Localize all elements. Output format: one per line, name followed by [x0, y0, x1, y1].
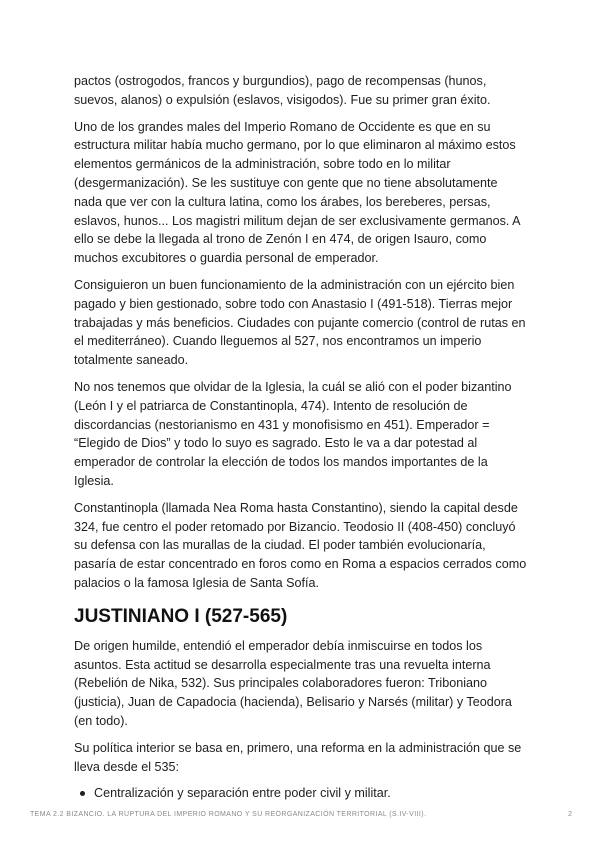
- document-body: [74, 72, 528, 809]
- paragraph: Consiguieron un buen funcionamiento de la administración con un ejército bien pagado y bien gestionado, sobre todo con Anastasio I (491-518). Tierras mejor trabajadas y más beneficios. Ciudades con pujante comercio (control de rutas en el mediterráneo). Cuando lleguemos al 527, nos encontramos un imperio totalmente saneado.: [74, 277, 526, 368]
- paragraph: Uno de los grandes males del Imperio Romano de Occidente es que en su estructura militar había mucho germano, por lo que eliminaron al máximo estos elementos germánicos de la administración, sobre todo en lo militar (desgermanización). Se les sustituye con gente que no tiene absolutamente nada que ver con la cultura latina, como los árabes, los bereberes, persas, eslavos, hunos... Los magistri militum dejan de ser exclusivamente germanos. A ello se debe la llegada al trono de Zenón I en 474, de origen Isauro, como muchos excubitores o guardia personal de emperador.: [74, 119, 520, 266]
- list-item-text: Centralización y separación entre poder civil y militar.: [94, 786, 391, 801]
- paragraph: pactos (ostrogodos, francos y burgundios), pago de recompensas (hunos, suevos, alanos) o expulsión (eslavos, visigodos). Fue su primer gran éxito.: [74, 74, 491, 107]
- paragraph: De origen humilde, entendió el emperador debía inmiscuirse en todos los asuntos. Esta actitud se desarrolla especialmente tras una revuelta interna (Rebelión de Nika, 532). Sus principales colaboradores fueron: Triboniano (justicia), Juan de Capadocia (hacienda), Belisario y Narsés (militar) y Teodora (en todo).: [74, 638, 512, 728]
- paragraph: Su política interior se basa en, primero, una reforma en la administración que se lleva desde el 535:: [74, 740, 522, 774]
- bullet-icon: [80, 791, 85, 796]
- paragraph: No nos tenemos que olvidar de la Iglesia, la cuál se alió con el poder bizantino (León I y el patriarca de Constantinopla, 474). Intento de resolución de discordancias (nestorianismo en 431 y monofisismo en 451). Emperador = “Elegido de Dios” y todo lo suyo es sagrado. Esto le va a dar potestad al emperador de controlar la elección de todos los mandos importantes de la Iglesia.: [74, 379, 512, 488]
- paragraph: Constantinopla (llamada Nea Roma hasta Constantino), siendo la capital desde 324, fue centro el poder retomado por Bizancio. Teodosio II (408-450) concluyó su defensa con las murallas de la ciudad. El poder también evolucionaría, pasaría de estar concentrado en foros como en Roma a espacios cerrados como palacios o la famosa Iglesia de Santa Sofía.: [74, 500, 527, 590]
- page-number: 2: [568, 811, 572, 818]
- page-footer: TEMA 2.2 BIZANCIO. LA RUPTURA DEL IMPERIO ROMANO Y SU REORGANIZACIÓN TERRITORIAL (S.IV-VIII).: [30, 811, 427, 818]
- bullet-list: [74, 784, 528, 803]
- list-item: [74, 784, 528, 803]
- section-heading: JUSTINIANO I (527-565): [74, 605, 288, 627]
